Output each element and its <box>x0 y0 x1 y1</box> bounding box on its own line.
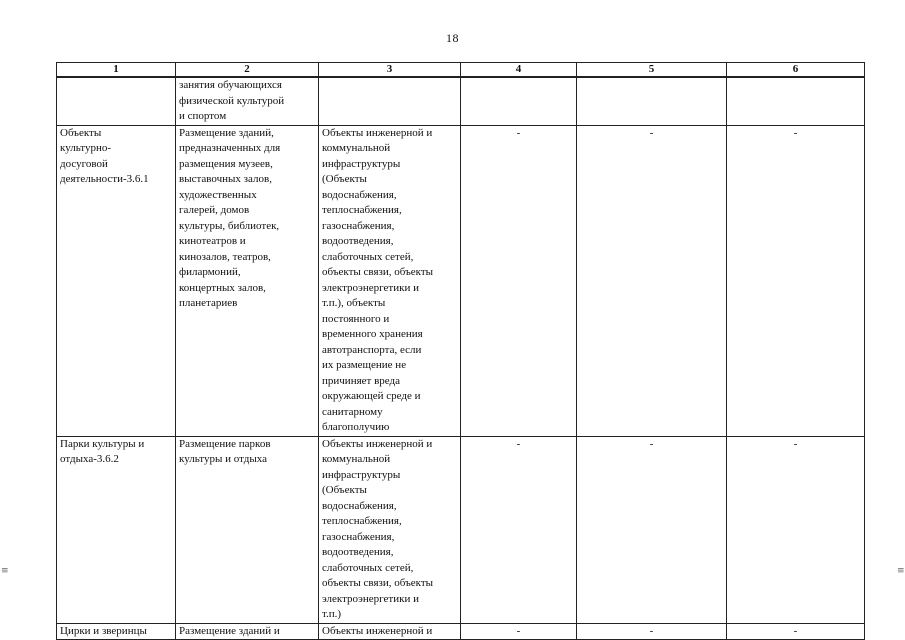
cell-description <box>176 77 319 125</box>
land-use-table <box>56 62 865 640</box>
cell-col-5 <box>577 77 727 125</box>
column-header-6: 6 <box>727 63 865 78</box>
cell-text: Объекты инженерной и <box>322 624 433 637</box>
column-header-2: 2 <box>176 63 319 78</box>
cell-text: Размещение зданий, предназначенных для размещения музеев, выставочных залов, художественных галерей, домов культуры, библиотек, кинотеатров и кинозалов, театров, филармоний, концертных залов, планетариев <box>179 126 281 309</box>
cell-description <box>176 125 319 436</box>
cell-col-5: - <box>577 436 727 623</box>
cell-col-4: - <box>461 623 577 640</box>
cell-col-4 <box>461 77 577 125</box>
column-header-3: 3 <box>319 63 461 78</box>
page-number: 18 <box>446 31 459 45</box>
scan-edge-mark-left: ≡ <box>1 566 9 576</box>
scan-edge-mark-right: ≡ <box>897 566 905 576</box>
cell-col-6: - <box>727 125 865 436</box>
cell-col-6: - <box>727 623 865 640</box>
cell-text: Размещение парков культуры и отдыха <box>179 437 271 465</box>
cell-auxiliary-use <box>319 77 461 125</box>
cell-auxiliary-use <box>319 623 461 640</box>
cell-auxiliary-use <box>319 125 461 436</box>
cell-description <box>176 436 319 623</box>
cell-text: Объекты культурно- досуговой деятельности-3.6.1 <box>60 126 149 185</box>
cell-text: Размещение зданий и <box>179 624 280 637</box>
cell-col-6 <box>727 77 865 125</box>
cell-land-use-type <box>57 77 176 125</box>
cell-text: Объекты инженерной и коммунальной инфраструктуры (Объекты водоснабжения, теплоснабжения, газоснабжения, водоотведения, слаботочных сетей, объекты связи, объекты электроэнергетики и т.п.), объекты постоянного и временного хранения автотранспорта, если их размещение не причиняет вреда окружающей среде и санитарному благополучию <box>322 126 434 433</box>
cell-text: Парки культуры и отдыха-3.6.2 <box>60 437 145 465</box>
cell-land-use-type <box>57 125 176 436</box>
cell-col-6: - <box>727 436 865 623</box>
table-row <box>57 77 865 125</box>
cell-text: Объекты инженерной и коммунальной инфраструктуры (Объекты водоснабжения, теплоснабжения, газоснабжения, водоотведения, слаботочных сетей, объекты связи, объекты электроэнергетики и т.п.) <box>322 437 434 620</box>
cell-col-4: - <box>461 436 577 623</box>
column-header-5: 5 <box>577 63 727 78</box>
column-header-1: 1 <box>57 63 176 78</box>
cell-text: Цирки и зверинцы <box>60 624 147 637</box>
table-header-row <box>57 63 865 78</box>
cell-text: занятия обучающихся физической культурой и спортом <box>179 79 285 122</box>
cell-land-use-type <box>57 436 176 623</box>
table-row <box>57 125 865 436</box>
table-row <box>57 436 865 623</box>
cell-description <box>176 623 319 640</box>
cell-auxiliary-use <box>319 436 461 623</box>
table-row <box>57 623 865 640</box>
cell-land-use-type <box>57 623 176 640</box>
cell-col-5: - <box>577 125 727 436</box>
cell-col-5: - <box>577 623 727 640</box>
cell-col-4: - <box>461 125 577 436</box>
column-header-4: 4 <box>461 63 577 78</box>
